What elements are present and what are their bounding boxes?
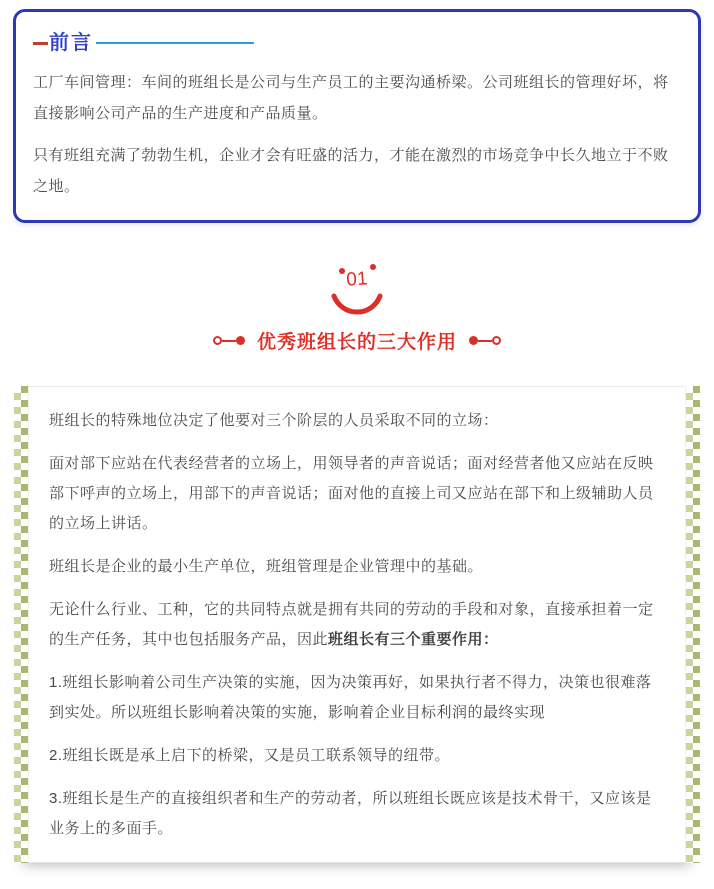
- content-paragraph-bold: 班组长有三个重要作用：: [328, 631, 499, 648]
- checker-border-left: [14, 386, 28, 863]
- section-title: 优秀班组长的三大作用: [256, 332, 457, 353]
- smiley-smile-icon: [329, 291, 385, 319]
- dot-icon: [469, 336, 478, 345]
- section-number-badge: [317, 257, 397, 319]
- content-paragraph: 无论什么行业、工种，它的共同特点就是拥有共同的劳动的手段和对象，直接承担着一定的生产任务，其中也包括服务产品，因此班组长有三个重要作用：: [49, 601, 654, 648]
- content-paragraph: 2.班组长既是承上启下的桥梁，又是员工联系领导的纽带。: [49, 747, 451, 764]
- line-icon: [222, 340, 236, 342]
- checker-border-right: [686, 386, 700, 863]
- dot-icon: [236, 336, 245, 345]
- preface-title: 前言: [49, 32, 93, 54]
- line-icon: [478, 340, 492, 342]
- content-paragraph: 3.班组长是生产的直接组织者和生产的劳动者，所以班组长既应该是技术骨干，又应该是业务上的多面手。: [49, 790, 652, 837]
- red-dash-decoration: [33, 42, 48, 45]
- preface-paragraph: 只有班组充满了勃勃生机，企业才会有旺盛的活力，才能在激烈的市场竞争中长久地立于不败之地。: [33, 147, 669, 195]
- preface-header: [33, 30, 681, 56]
- content-paragraph: 面对部下应站在代表经营者的立场上，用领导者的声音说话；面对经营者他又应站在反映部下呼声的立场上，用部下的声音说话；面对他的直接上司又应站在部下和上级辅助人员的立场上讲话。: [49, 455, 654, 532]
- content-paragraph: 班组长的特殊地位决定了他要对三个阶层的人员采取不同的立场：: [49, 412, 499, 429]
- content-body: [28, 386, 686, 863]
- content-paragraph: 1.班组长影响着公司生产决策的实施，因为决策再好，如果执行者不得力，决策也很难落到实处。所以班组长影响着决策的实施，影响着企业目标利润的最终实现: [49, 674, 652, 721]
- content-box: [14, 386, 700, 863]
- article-page: [0, 9, 714, 863]
- preface-paragraph: 工厂车间管理：车间的班组长是公司与生产员工的主要沟通桥梁。公司班组长的管理好坏，将直接影响公司产品的生产进度和产品质量。: [33, 74, 669, 122]
- section-heading: [0, 327, 714, 354]
- heading-right-decoration-icon: [469, 336, 501, 345]
- preface-box: [13, 9, 701, 223]
- heading-left-decoration-icon: [213, 336, 245, 345]
- ring-icon: [492, 336, 501, 345]
- blue-underline-decoration: [96, 42, 254, 44]
- section-number: 01: [345, 268, 369, 291]
- content-paragraph: 班组长是企业的最小生产单位，班组管理是企业管理中的基础。: [49, 558, 484, 575]
- ring-icon: [213, 336, 222, 345]
